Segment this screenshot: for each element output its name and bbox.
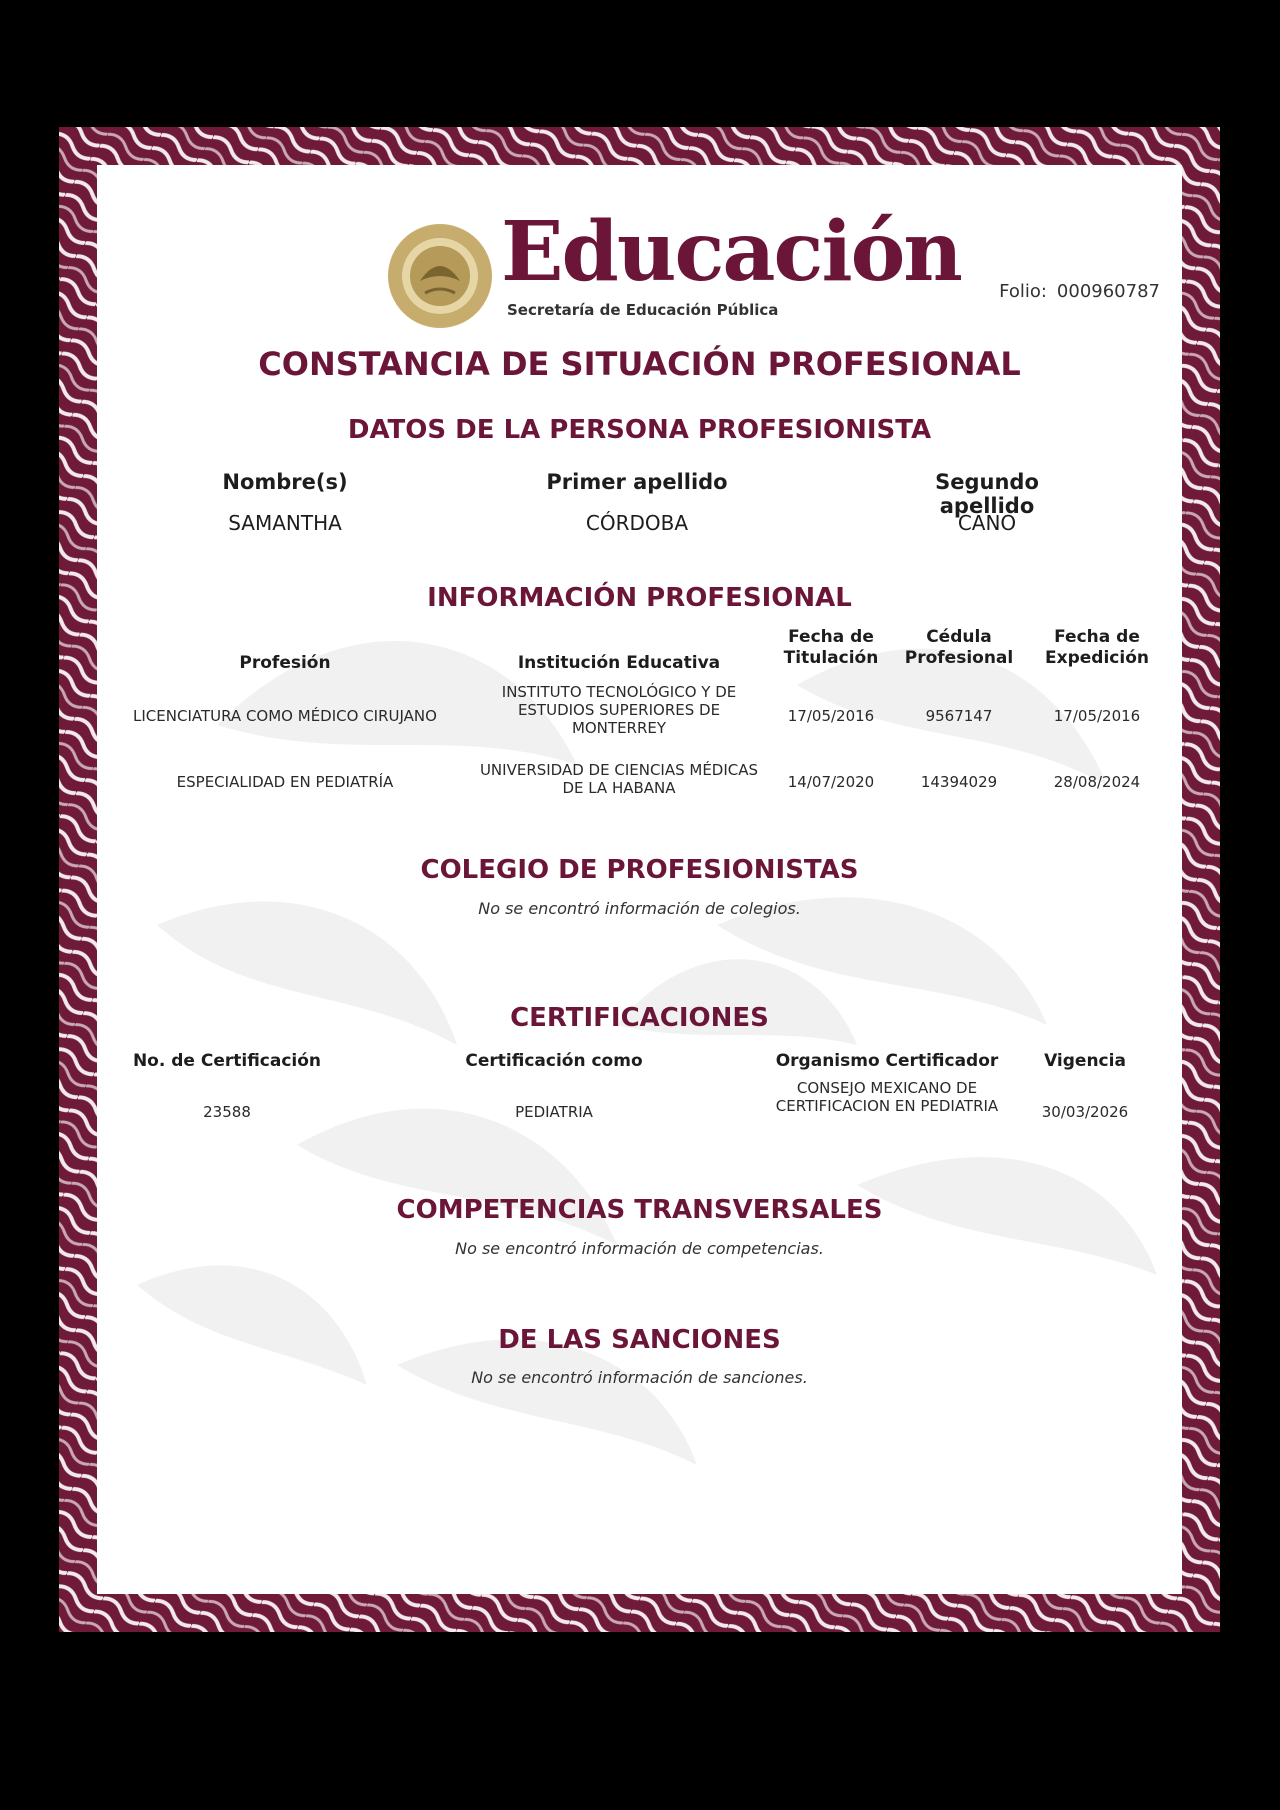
value-segundo-apellido: CANO xyxy=(957,511,1017,535)
label-segundo-apellido: Segundo apellido xyxy=(935,470,1039,518)
col-vigencia: Vigencia xyxy=(1044,1051,1126,1071)
brand-subtitle: Secretaría de Educación Pública xyxy=(507,301,779,319)
brand-title: Educación xyxy=(501,204,961,300)
cert-vigencia: 30/03/2026 xyxy=(1041,1103,1129,1121)
col-profesion: Profesión xyxy=(239,653,331,673)
row1-institucion: INSTITUTO TECNOLÓGICO Y DE ESTUDIOS SUPERIORES DE MONTERREY xyxy=(501,683,737,737)
row1-fecha-titulacion: 17/05/2016 xyxy=(787,707,875,725)
row2-fecha-expedicion: 28/08/2024 xyxy=(1053,773,1141,791)
folio-label: Folio: xyxy=(999,281,1047,302)
folio-value: 000960787 xyxy=(1056,281,1160,302)
header-logo xyxy=(385,204,961,335)
label-nombre: Nombre(s) xyxy=(222,470,348,494)
section-title-sanciones: DE LAS SANCIONES xyxy=(498,1325,781,1355)
row2-fecha-titulacion: 14/07/2020 xyxy=(787,773,875,791)
col-fecha-titulacion: Fecha de Titulación xyxy=(783,627,879,669)
col-fecha-expedicion: Fecha de Expedición xyxy=(1045,627,1149,669)
cert-como: PEDIATRIA xyxy=(515,1103,593,1121)
value-primer-apellido: CÓRDOBA xyxy=(585,511,689,535)
row1-fecha-expedicion: 17/05/2016 xyxy=(1053,707,1141,725)
section-title-competencias: COMPETENCIAS TRANSVERSALES xyxy=(396,1195,883,1225)
colegio-empty-message: No se encontró información de colegios. xyxy=(478,899,801,918)
col-organismo: Organismo Certificador xyxy=(775,1051,999,1071)
row1-profesion: LICENCIATURA COMO MÉDICO CIRUJANO xyxy=(133,707,437,725)
row2-profesion: ESPECIALIDAD EN PEDIATRÍA xyxy=(176,773,394,791)
folio xyxy=(999,281,1160,302)
cert-no: 23588 xyxy=(203,1103,251,1121)
section-title-certificaciones: CERTIFICACIONES xyxy=(510,1003,769,1033)
col-cedula: Cédula Profesional xyxy=(904,627,1014,669)
value-nombre: SAMANTHA xyxy=(228,511,342,535)
col-certificacion-como: Certificación como xyxy=(465,1051,643,1071)
row1-cedula: 9567147 xyxy=(925,707,993,725)
section-title-colegio: COLEGIO DE PROFESIONISTAS xyxy=(420,855,859,885)
row2-cedula: 14394029 xyxy=(920,773,998,791)
certificate-paper xyxy=(97,165,1182,1594)
competencias-empty-message: No se encontró información de competencias. xyxy=(455,1239,824,1258)
row2-institucion: UNIVERSIDAD DE CIENCIAS MÉDICAS DE LA HABANA xyxy=(479,761,759,797)
label-primer-apellido: Primer apellido xyxy=(546,470,728,494)
section-title-persona: DATOS DE LA PERSONA PROFESIONISTA xyxy=(347,415,932,445)
col-institucion: Institución Educativa xyxy=(517,653,721,673)
sanciones-empty-message: No se encontró información de sanciones. xyxy=(471,1368,808,1387)
col-no-certificacion: No. de Certificación xyxy=(132,1051,322,1071)
section-title-profesional: INFORMACIÓN PROFESIONAL xyxy=(427,583,852,613)
national-seal-icon xyxy=(385,221,495,331)
document-title: CONSTANCIA DE SITUACIÓN PROFESIONAL xyxy=(258,345,1021,383)
cert-organismo: CONSEJO MEXICANO DE CERTIFICACION EN PEDIATRIA xyxy=(775,1079,999,1115)
certificate-document xyxy=(59,127,1220,1632)
